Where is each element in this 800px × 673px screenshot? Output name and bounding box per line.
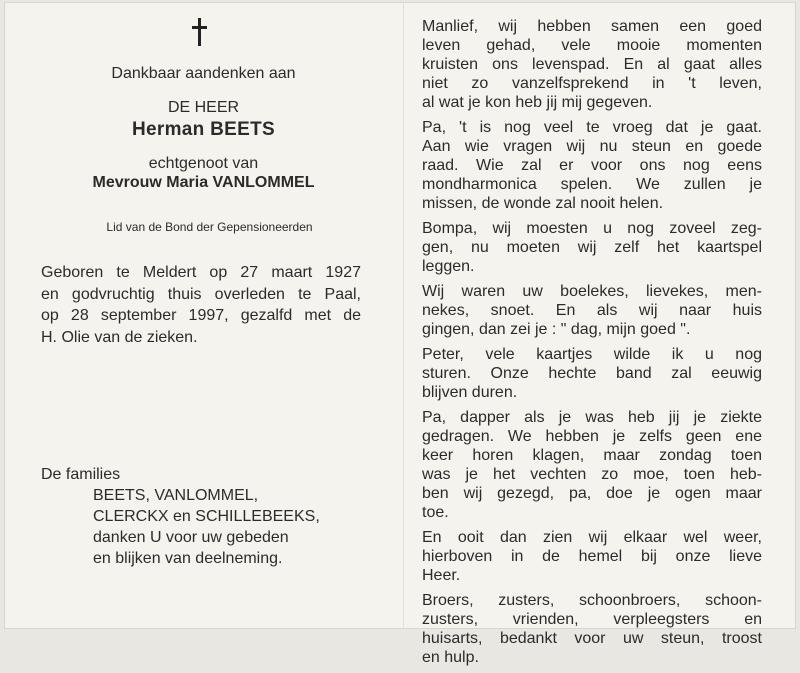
poem-paragraph	[422, 345, 762, 402]
latin-cross-icon	[190, 18, 210, 48]
poem-line: Wij waren uw boelekes, lievekes, men-	[422, 283, 762, 300]
families-line: danken U voor uw gebeden	[93, 529, 289, 546]
poem-line: gingen, dan zei je : " dag, mijn goed ".	[422, 321, 691, 338]
deceased-name: Herman BEETS	[132, 119, 275, 140]
card-fold	[403, 2, 404, 629]
poem-line: En ooit dan zien wij elkaar wel weer,	[422, 529, 762, 546]
poem-line: gen, nu moeten wij zelf het kaartspel	[422, 239, 762, 256]
poem-line: Heer.	[422, 567, 461, 584]
title-line: DE HEER	[167, 99, 240, 116]
families-line: BEETS, VANLOMMEL,	[93, 487, 259, 504]
birth-line: en godvruchtig thuis overleden te Paal,	[41, 285, 361, 303]
poem-line: al wat je kon heb jij mij gegeven.	[422, 94, 653, 111]
birth-death-text	[41, 262, 361, 348]
poem-line: Bompa, wij moesten u nog zoveel zeg-	[422, 220, 762, 237]
remembrance-line: Dankbaar aandenken aan	[111, 65, 296, 82]
spouse-name: Mevrouw Maria VANLOMMEL	[92, 174, 315, 191]
poem-line: Aan wie vragen wij nu steun en goede	[422, 138, 762, 155]
poem-line: Pa, 't is nog veel te vroeg dat je gaat.	[422, 119, 762, 136]
poem-paragraph	[422, 591, 762, 667]
birth-line: Geboren te Meldert op 27 maart 1927	[41, 264, 361, 281]
poem-line: sturen. Onze hechte band zal eeuwig	[422, 365, 762, 382]
poem-line: mondharmonica spelen. We zullen je	[422, 176, 762, 193]
left-panel	[4, 2, 403, 629]
poem-line: blijven duren.	[422, 384, 518, 401]
families-line: en blijken van deelneming.	[93, 550, 283, 567]
poem-paragraph	[422, 528, 762, 585]
poem-line: Broers, zusters, schoonbroers, schoon-	[422, 592, 762, 609]
poem-line: keer horen klagen, maar zondag toen	[422, 447, 762, 464]
poem-line: niet zo vanzelfsprekend in 't leven,	[422, 75, 762, 92]
poem-paragraph	[422, 118, 762, 213]
poem-line: Manlief, wij hebben samen een goed	[422, 18, 762, 35]
poem-line: hierboven in de hemel bij onze lieve	[422, 548, 762, 565]
poem-line: was je het vechten zo moe, toen heb-	[422, 466, 762, 483]
poem-line: gedragen. We hebben je zelfs geen ene	[422, 428, 762, 445]
poem-line: huisarts, bedankt voor uw steun, troost	[422, 630, 762, 647]
poem-line: raad. Wie zal er voor ons nog eens	[422, 157, 762, 174]
poem-line: Pa, dapper als je was heb jij je ziekte	[422, 409, 762, 426]
poem-line: kruisten ons levenspad. En al gaat alles	[422, 56, 762, 73]
poem-line: leven gehad, vele mooie momenten	[422, 37, 762, 54]
poem-paragraph	[422, 282, 762, 339]
poem-paragraph	[422, 408, 762, 522]
right-panel	[422, 2, 768, 666]
spouse-label: echtgenoot van	[148, 155, 259, 172]
birth-line: op 28 september 1997, gezalfd met de	[41, 307, 361, 324]
memorial-card	[4, 2, 796, 666]
poem-line: leggen.	[422, 258, 475, 275]
poem-line: ben wij gezegd, pa, doe je ogen maar	[422, 485, 762, 502]
poem-line: nekes, snoet. En als wij naar huis	[422, 302, 762, 319]
birth-line: H. Olie van de zieken.	[41, 328, 198, 346]
poem-paragraph	[422, 219, 762, 276]
families-title: De families	[41, 466, 121, 483]
poem-line: en hulp.	[422, 649, 479, 666]
poem-paragraph	[422, 17, 762, 112]
poem-line: Peter, vele kaartjes wilde ik u nog	[422, 346, 762, 363]
poem-line: toe.	[422, 504, 449, 521]
families-line: CLERCKX en SCHILLEBEEKS,	[93, 508, 320, 525]
poem-line: zusters, vrienden, verpleegsters en	[422, 611, 762, 628]
poem-line: missen, de wonde zal nooit helen.	[422, 195, 664, 212]
families-list	[93, 485, 320, 569]
poem-text	[422, 17, 762, 673]
membership-line: Lid van de Bond der Gepensioneerden	[106, 220, 313, 234]
